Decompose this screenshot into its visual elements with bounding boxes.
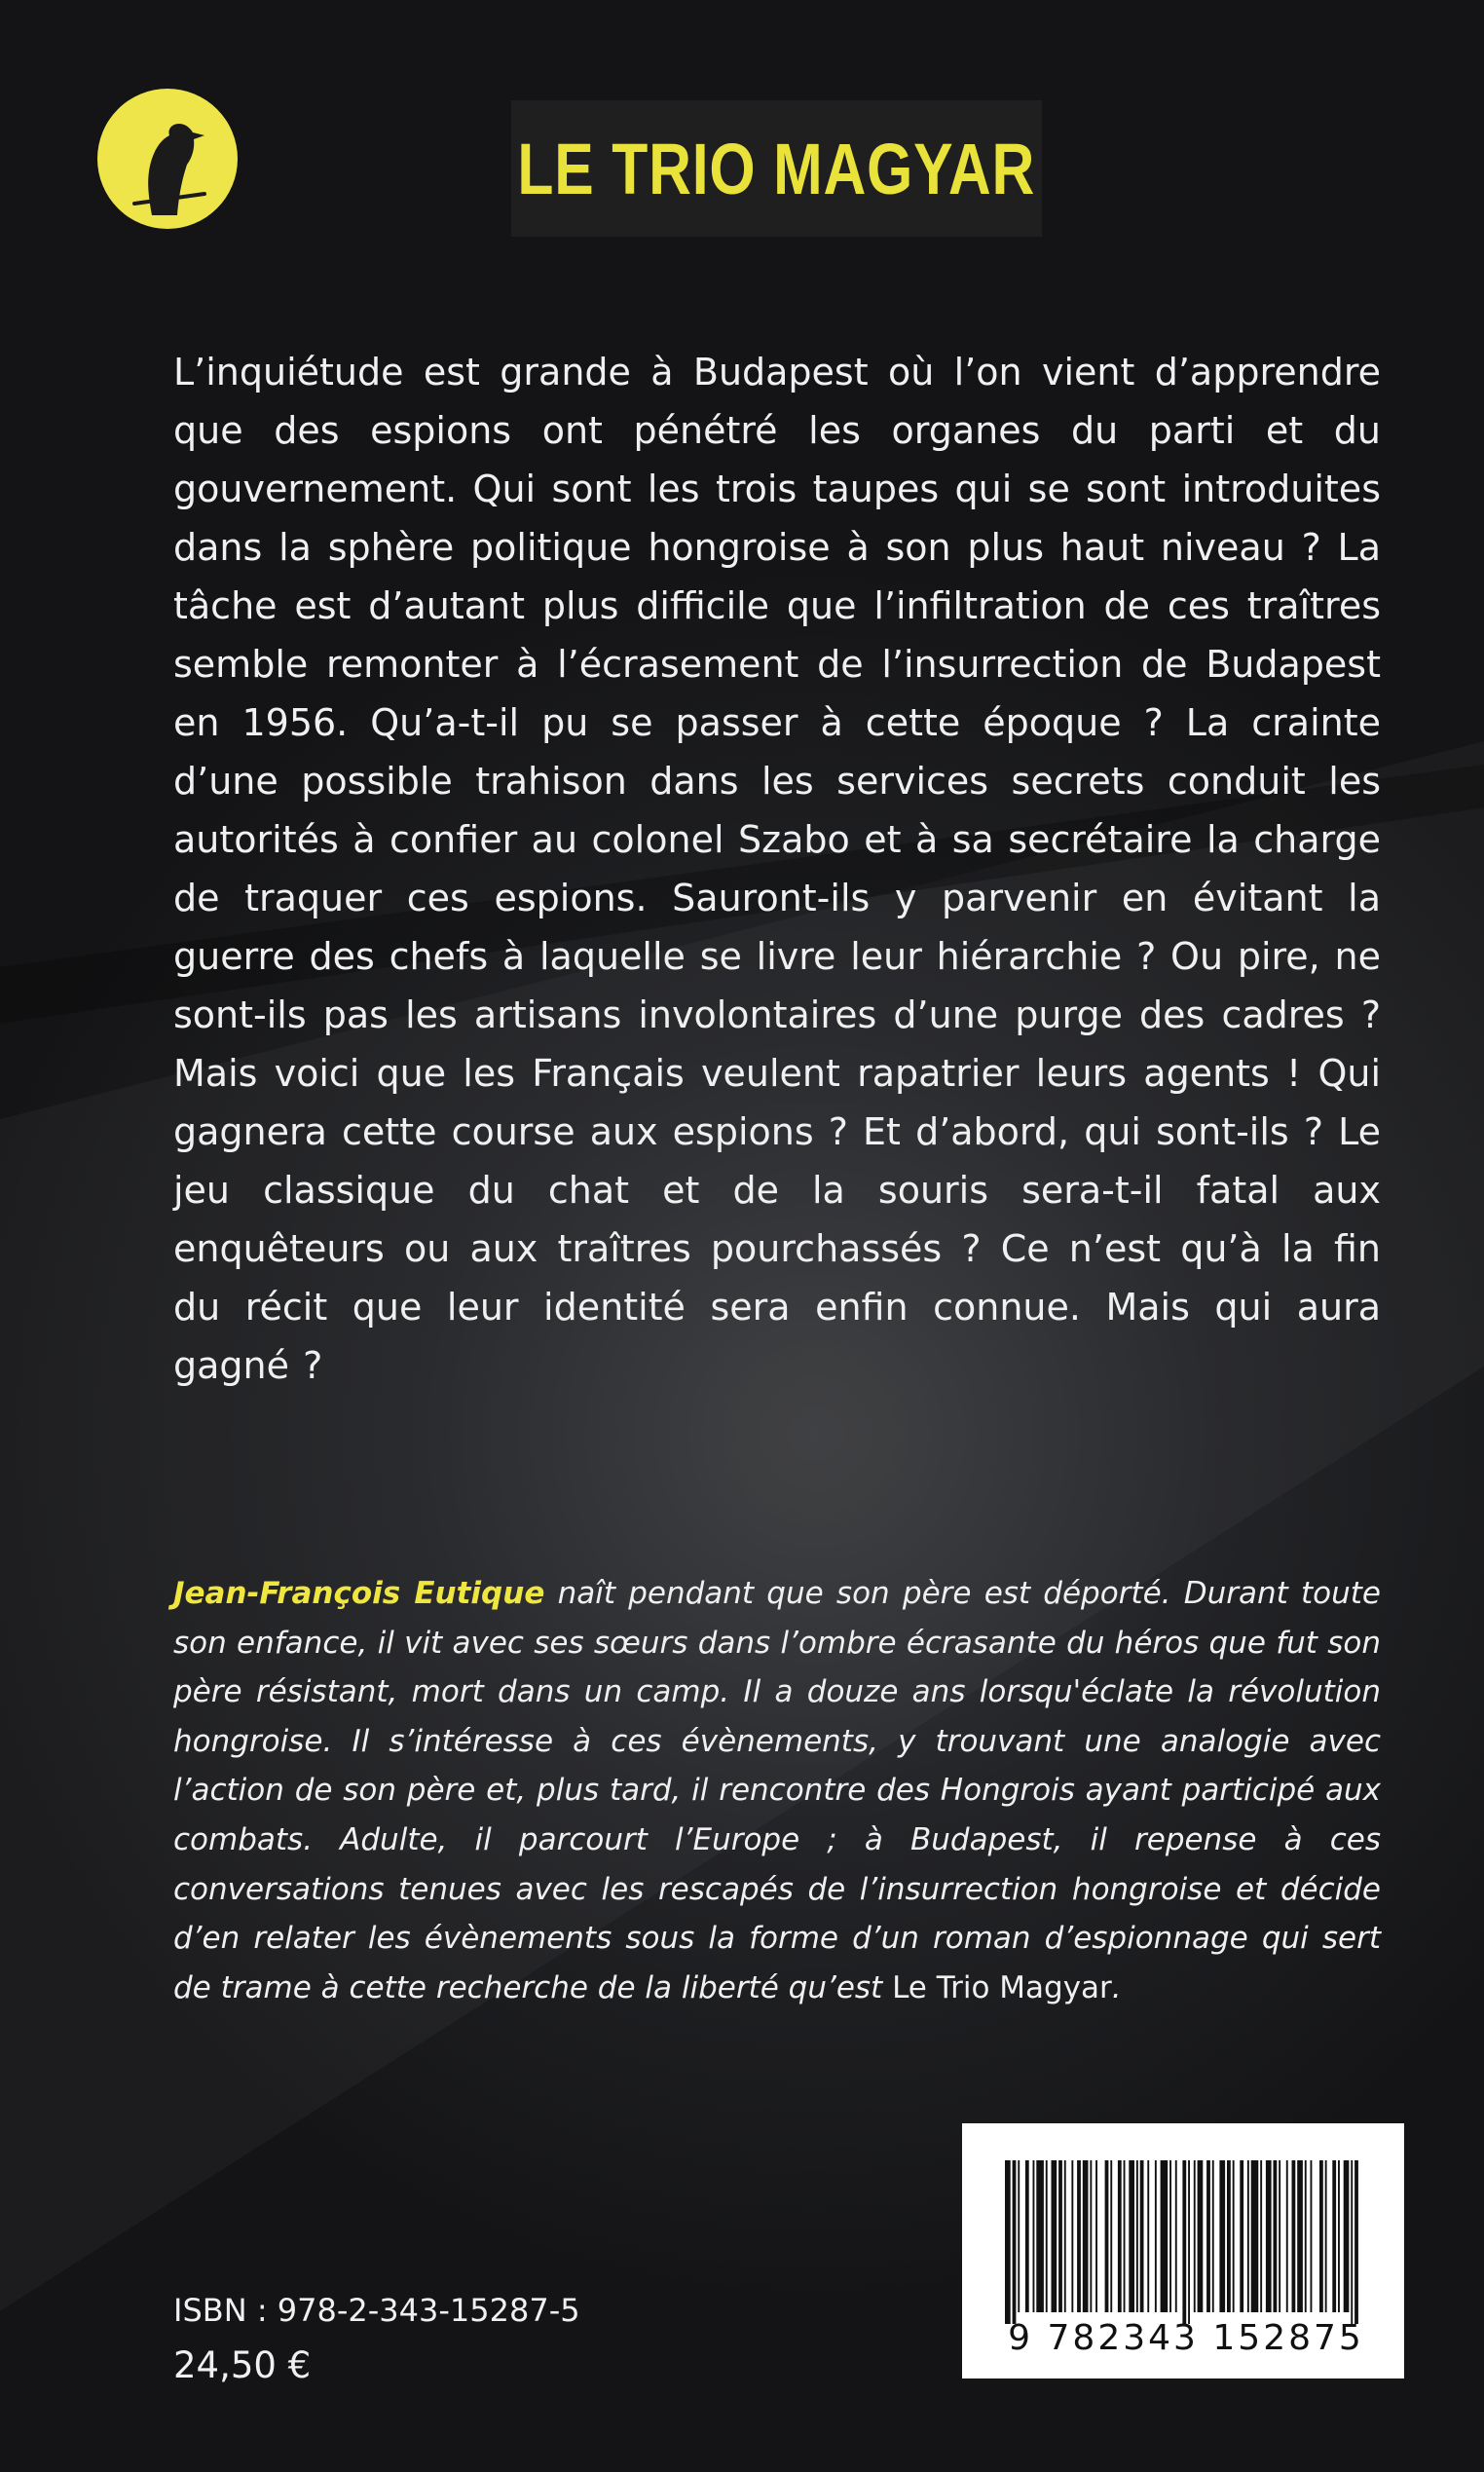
barcode-bar bbox=[1046, 2160, 1048, 2312]
barcode-bar bbox=[1058, 2160, 1062, 2312]
barcode-bar bbox=[1212, 2160, 1214, 2312]
barcode-bar bbox=[1083, 2160, 1089, 2312]
barcode-bar bbox=[1175, 2160, 1177, 2312]
barcode-bar bbox=[1169, 2160, 1171, 2312]
barcode-bar bbox=[1279, 2160, 1280, 2312]
bio-book-title: Le Trio Magyar bbox=[892, 1969, 1112, 2005]
barcode-bar bbox=[1161, 2160, 1169, 2312]
barcode-bar bbox=[1110, 2160, 1112, 2312]
crow-on-moon-icon bbox=[95, 87, 240, 231]
barcode-bar bbox=[1018, 2160, 1020, 2312]
barcode-bar bbox=[1219, 2160, 1225, 2312]
book-title: LE TRIO MAGYAR bbox=[517, 128, 1036, 209]
barcode-digits: 9 782343 152875 bbox=[1008, 2318, 1364, 2358]
barcode-bar bbox=[1338, 2160, 1340, 2312]
barcode-bar bbox=[1354, 2160, 1358, 2324]
barcode-bar bbox=[1240, 2160, 1243, 2312]
barcode-bar bbox=[1071, 2160, 1073, 2312]
bio-text: naît pendant que son père est déporté. Durant toute son enfance, il vit avec ses sœurs dans l’ombre écrasante du héros que fut son père résistant, mort dans un camp. Il a douze ans lorsqu'éclate la révolution hongroise. Il s’intéresse à ces évènements, y trouvant une analogie avec l’action de son père et, plus tard, il rencontre des Hongrois ayant participé aux combats. Adulte, il parcourt l’Europe ; à Budapest, il repense à ces conversations tenues avec les rescapés de l’insurrection hongroise et décide d’en relater les évènements sous la forme d’un roman d’espionnage qui sert de trame à cette recherche de la liberté qu’est bbox=[173, 1576, 1382, 2005]
barcode-bar bbox=[1095, 2160, 1097, 2312]
barcode-bar bbox=[1124, 2160, 1126, 2312]
barcode-bar bbox=[1266, 2160, 1272, 2312]
barcode-bar bbox=[1077, 2160, 1081, 2312]
barcode-bar bbox=[1005, 2160, 1011, 2324]
barcode-bar bbox=[1344, 2160, 1350, 2312]
barcode-bar bbox=[1233, 2160, 1235, 2312]
title-banner bbox=[511, 100, 1042, 237]
price: 24,50 € bbox=[173, 2344, 312, 2386]
barcode-bar bbox=[1351, 2160, 1353, 2324]
barcode-bar bbox=[1260, 2160, 1262, 2312]
barcode-bar bbox=[1194, 2160, 1196, 2312]
barcode-bar bbox=[1319, 2160, 1323, 2312]
barcode-bar bbox=[1251, 2160, 1259, 2312]
barcode-bar bbox=[1292, 2160, 1296, 2312]
publisher-logo bbox=[95, 87, 240, 231]
barcode bbox=[962, 2123, 1404, 2378]
barcode-bar bbox=[1013, 2160, 1017, 2324]
barcode-bar bbox=[1198, 2160, 1204, 2312]
barcode-bar bbox=[1305, 2160, 1307, 2312]
barcode-bar bbox=[1090, 2160, 1092, 2312]
barcode-bar bbox=[1036, 2160, 1044, 2312]
author-bio bbox=[173, 1569, 1381, 2012]
barcode-bar bbox=[1105, 2160, 1109, 2312]
barcode-bar bbox=[1182, 2160, 1186, 2324]
barcode-bar bbox=[1311, 2160, 1313, 2312]
barcode-bar bbox=[1140, 2160, 1144, 2312]
barcode-bar bbox=[1188, 2160, 1190, 2324]
barcode-bars bbox=[1001, 2160, 1366, 2324]
barcode-bar bbox=[1247, 2160, 1249, 2312]
barcode-bar bbox=[1227, 2160, 1231, 2312]
barcode-bar bbox=[1274, 2160, 1278, 2312]
barcode-bar bbox=[1297, 2160, 1303, 2312]
barcode-bar bbox=[1033, 2160, 1035, 2312]
barcode-bar bbox=[1052, 2160, 1057, 2312]
barcode-bar bbox=[1118, 2160, 1122, 2312]
bio-end: . bbox=[1111, 1969, 1122, 2005]
barcode-bar bbox=[1025, 2160, 1029, 2312]
barcode-bar bbox=[1325, 2160, 1327, 2312]
barcode-bar bbox=[1206, 2160, 1210, 2312]
isbn: ISBN : 978-2-343-15287-5 bbox=[173, 2292, 580, 2329]
barcode-bar bbox=[1286, 2160, 1288, 2312]
barcode-bar bbox=[1064, 2160, 1066, 2312]
barcode-bar bbox=[1155, 2160, 1157, 2312]
barcode-bar bbox=[1129, 2160, 1134, 2312]
barcode-bar bbox=[1147, 2160, 1149, 2312]
blurb-text: L’inquiétude est grande à Budapest où l’on vient d’apprendre que des espions ont pénétré les organes du parti et du gouvernement. Qui sont les trois taupes qui se sont introduites dans la sphère politique hongroise à son plus haut niveau ? La tâche est d’autant plus difficile que l’infiltration de ces traîtres semble remonter à l’écrasement de l’insurrection de Budapest en 1956. Qu’a-t-il pu se passer à cette époque ? La crainte d’une possible trahison dans les services secrets conduit les autorités à confier au colonel Szabo et à sa secrétaire la charge de traquer ces espions. Sauront-ils y parvenir en évitant la guerre des chefs à laquelle se livre leur hiérarchie ? Ou pire, ne sont-ils pas les artisans involontaires d’une purge des cadres ? Mais voici que les Français veulent rapatrier leurs agents ! Qui gagnera cette course aux espions ? Et d’abord, qui sont-ils ? Le jeu classique du chat et de la souris sera-t-il fatal aux enquêteurs ou aux traîtres pourchassés ? Ce n’est qu’à la fin du récit que leur identité sera enfin connue. Mais qui aura gagné ? bbox=[173, 351, 1381, 1387]
barcode-bar bbox=[1332, 2160, 1336, 2312]
barcode-bar bbox=[1136, 2160, 1138, 2312]
author-name: Jean-François Eutique bbox=[173, 1576, 545, 1611]
